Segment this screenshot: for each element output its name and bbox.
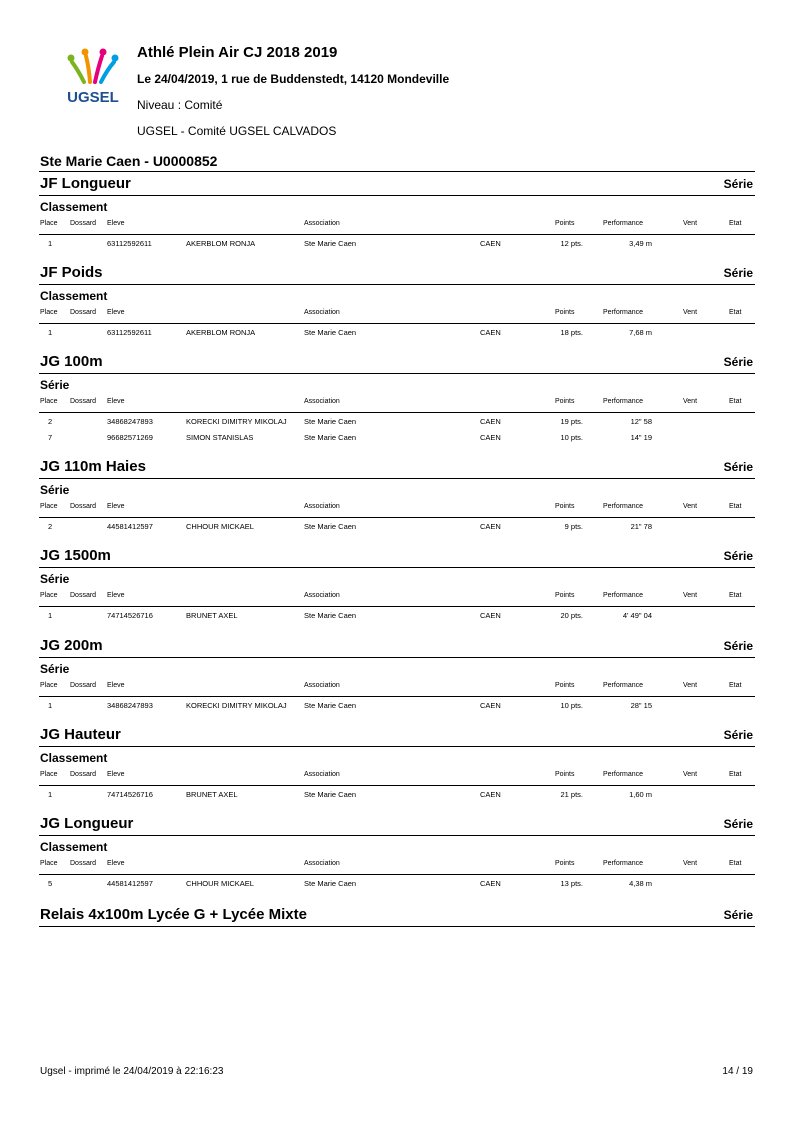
cell-association: Ste Marie Caen bbox=[304, 417, 357, 426]
meeting-date-location: Le 24/04/2019, 1 rue de Buddenstedt, 14120 Mondeville bbox=[137, 72, 450, 86]
col-dossard: Dossard bbox=[70, 503, 97, 510]
meeting-title: Athlé Plein Air CJ 2018 2019 bbox=[137, 44, 338, 61]
col-place: Place bbox=[40, 220, 58, 227]
cell-dossard: 44581412597 bbox=[107, 879, 153, 888]
cell-association: Ste Marie Caen bbox=[304, 611, 357, 620]
cell-performance: 1,60 m bbox=[629, 790, 652, 799]
cell-name: KORECKI DIMITRY MIKOLAJ bbox=[186, 701, 287, 710]
col-association: Association bbox=[304, 860, 340, 867]
cell-performance: 28" 15 bbox=[630, 701, 652, 710]
event-divider bbox=[39, 478, 755, 479]
event-title: JG Hauteur bbox=[40, 726, 121, 743]
cell-points: 19 pts. bbox=[560, 417, 583, 426]
cell-name: AKERBLOM RONJA bbox=[186, 328, 256, 337]
event-mode: Série bbox=[723, 908, 753, 922]
col-etat: Etat bbox=[729, 860, 742, 867]
cell-performance: 14" 19 bbox=[630, 433, 652, 442]
header-divider bbox=[39, 874, 755, 875]
col-etat: Etat bbox=[729, 398, 742, 405]
col-dossard: Dossard bbox=[70, 309, 97, 316]
cell-points: 18 pts. bbox=[560, 328, 583, 337]
cell-place: 1 bbox=[48, 701, 53, 710]
col-points: Points bbox=[555, 503, 575, 510]
meeting-level: Niveau : Comité bbox=[137, 98, 223, 112]
cell-association: Ste Marie Caen bbox=[304, 790, 357, 799]
cell-association: Ste Marie Caen bbox=[304, 701, 357, 710]
col-vent: Vent bbox=[683, 309, 698, 316]
col-dossard: Dossard bbox=[70, 592, 97, 599]
col-points: Points bbox=[555, 860, 575, 867]
col-dossard: Dossard bbox=[70, 220, 97, 227]
results-table bbox=[0, 879, 793, 895]
cell-city: CAEN bbox=[480, 239, 501, 248]
header-divider bbox=[39, 785, 755, 786]
cell-city: CAEN bbox=[480, 328, 501, 337]
col-etat: Etat bbox=[729, 771, 742, 778]
cell-association: Ste Marie Caen bbox=[304, 879, 357, 888]
col-dossard: Dossard bbox=[70, 860, 97, 867]
col-performance: Performance bbox=[603, 771, 644, 778]
cell-dossard: 96682571269 bbox=[107, 433, 153, 442]
event-block bbox=[0, 175, 793, 264]
event-title: JG 110m Haies bbox=[40, 458, 146, 475]
cell-place: 1 bbox=[48, 790, 53, 799]
cell-place: 2 bbox=[48, 522, 53, 531]
col-etat: Etat bbox=[729, 682, 742, 689]
event-divider bbox=[39, 926, 755, 927]
event-mode: Série bbox=[723, 549, 753, 563]
column-headers bbox=[0, 682, 793, 692]
table-row bbox=[0, 239, 793, 255]
event-title: JG 200m bbox=[40, 637, 103, 654]
col-vent: Vent bbox=[683, 220, 698, 227]
results-table bbox=[0, 522, 793, 538]
event-subheading: Classement bbox=[40, 840, 108, 854]
col-place: Place bbox=[40, 503, 58, 510]
event-title: JF Longueur bbox=[40, 175, 131, 192]
col-vent: Vent bbox=[683, 398, 698, 405]
event-subheading: Série bbox=[40, 572, 70, 586]
cell-place: 1 bbox=[48, 611, 53, 620]
cell-points: 13 pts. bbox=[560, 879, 583, 888]
cell-dossard: 63112592611 bbox=[107, 328, 152, 337]
table-row bbox=[0, 522, 793, 538]
event-divider bbox=[39, 835, 755, 836]
results-table bbox=[0, 790, 793, 806]
event-mode: Série bbox=[723, 728, 753, 742]
col-place: Place bbox=[40, 592, 58, 599]
col-performance: Performance bbox=[603, 503, 644, 510]
table-row bbox=[0, 328, 793, 344]
col-eleve: Eleve bbox=[107, 860, 125, 867]
results-table bbox=[0, 701, 793, 717]
col-points: Points bbox=[555, 771, 575, 778]
results-table bbox=[0, 417, 793, 449]
cell-place: 2 bbox=[48, 417, 53, 426]
col-performance: Performance bbox=[603, 592, 644, 599]
event-subheading: Série bbox=[40, 378, 70, 392]
event-block bbox=[0, 637, 793, 726]
cell-name: SIMON STANISLAS bbox=[186, 433, 254, 442]
event-subheading: Série bbox=[40, 483, 70, 497]
event-mode: Série bbox=[723, 639, 753, 653]
col-performance: Performance bbox=[603, 860, 644, 867]
event-subheading: Classement bbox=[40, 751, 108, 765]
cell-points: 10 pts. bbox=[560, 433, 583, 442]
page-number: 14 / 19 bbox=[722, 1066, 753, 1077]
col-eleve: Eleve bbox=[107, 771, 125, 778]
cell-performance: 12" 58 bbox=[630, 417, 652, 426]
cell-points: 21 pts. bbox=[560, 790, 583, 799]
meeting-organisation: UGSEL - Comité UGSEL CALVADOS bbox=[137, 124, 337, 138]
col-eleve: Eleve bbox=[107, 309, 125, 316]
ugsel-logo bbox=[62, 48, 124, 106]
event-block bbox=[0, 353, 793, 442]
cell-points: 20 pts. bbox=[560, 611, 583, 620]
col-vent: Vent bbox=[683, 771, 698, 778]
results-table bbox=[0, 611, 793, 627]
col-eleve: Eleve bbox=[107, 592, 125, 599]
event-title: JG Longueur bbox=[40, 815, 134, 832]
cell-performance: 4' 49" 04 bbox=[622, 611, 652, 620]
cell-city: CAEN bbox=[480, 433, 501, 442]
cell-association: Ste Marie Caen bbox=[304, 433, 357, 442]
col-vent: Vent bbox=[683, 503, 698, 510]
cell-points: 10 pts. bbox=[560, 701, 583, 710]
cell-association: Ste Marie Caen bbox=[304, 328, 357, 337]
header-divider bbox=[39, 234, 755, 235]
event-subheading: Classement bbox=[40, 289, 108, 303]
cell-place: 1 bbox=[48, 239, 53, 248]
event-mode: Série bbox=[723, 177, 753, 191]
col-eleve: Eleve bbox=[107, 220, 125, 227]
event-divider bbox=[39, 284, 755, 285]
cell-dossard: 74714526716 bbox=[107, 611, 153, 620]
cell-name: BRUNET AXEL bbox=[186, 611, 238, 620]
header-divider bbox=[39, 412, 755, 413]
column-headers bbox=[0, 592, 793, 602]
cell-performance: 21" 78 bbox=[630, 522, 652, 531]
column-headers bbox=[0, 309, 793, 319]
event-divider bbox=[39, 567, 755, 568]
cell-performance: 7,68 m bbox=[629, 328, 652, 337]
col-dossard: Dossard bbox=[70, 682, 97, 689]
cell-place: 5 bbox=[48, 879, 53, 888]
col-association: Association bbox=[304, 771, 340, 778]
event-mode: Série bbox=[723, 817, 753, 831]
event-divider bbox=[39, 746, 755, 747]
col-performance: Performance bbox=[603, 309, 644, 316]
column-headers bbox=[0, 860, 793, 870]
table-row bbox=[0, 701, 793, 717]
cell-dossard: 34868247893 bbox=[107, 701, 153, 710]
column-headers bbox=[0, 398, 793, 408]
col-association: Association bbox=[304, 592, 340, 599]
cell-place: 7 bbox=[48, 433, 53, 442]
col-vent: Vent bbox=[683, 682, 698, 689]
col-points: Points bbox=[555, 682, 575, 689]
school-divider bbox=[39, 171, 755, 172]
table-row bbox=[0, 433, 793, 449]
event-divider bbox=[39, 195, 755, 196]
col-dossard: Dossard bbox=[70, 398, 97, 405]
col-etat: Etat bbox=[729, 309, 742, 316]
header-divider bbox=[39, 606, 755, 607]
cell-dossard: 74714526716 bbox=[107, 790, 153, 799]
event-mode: Série bbox=[723, 355, 753, 369]
event-block bbox=[0, 547, 793, 636]
event-block bbox=[0, 264, 793, 353]
cell-city: CAEN bbox=[480, 522, 501, 531]
column-headers bbox=[0, 771, 793, 781]
event-title: JF Poids bbox=[40, 264, 103, 281]
table-row bbox=[0, 879, 793, 895]
col-association: Association bbox=[304, 503, 340, 510]
event-title: JG 100m bbox=[40, 353, 103, 370]
cell-name: KORECKI DIMITRY MIKOLAJ bbox=[186, 417, 287, 426]
results-table bbox=[0, 328, 793, 344]
col-association: Association bbox=[304, 220, 340, 227]
col-points: Points bbox=[555, 592, 575, 599]
col-place: Place bbox=[40, 309, 58, 316]
cell-city: CAEN bbox=[480, 701, 501, 710]
cell-name: AKERBLOM RONJA bbox=[186, 239, 256, 248]
cell-dossard: 34868247893 bbox=[107, 417, 153, 426]
cell-dossard: 63112592611 bbox=[107, 239, 152, 248]
col-etat: Etat bbox=[729, 592, 742, 599]
col-place: Place bbox=[40, 398, 58, 405]
col-place: Place bbox=[40, 860, 58, 867]
col-points: Points bbox=[555, 220, 575, 227]
logo-text: UGSEL bbox=[67, 89, 119, 106]
col-dossard: Dossard bbox=[70, 771, 97, 778]
column-headers bbox=[0, 503, 793, 513]
print-timestamp: Ugsel - imprimé le 24/04/2019 à 22:16:23 bbox=[40, 1066, 224, 1077]
logo-figures-icon bbox=[68, 49, 119, 83]
col-association: Association bbox=[304, 309, 340, 316]
col-place: Place bbox=[40, 771, 58, 778]
cell-city: CAEN bbox=[480, 879, 501, 888]
event-block bbox=[0, 726, 793, 815]
header-divider bbox=[39, 517, 755, 518]
cell-city: CAEN bbox=[480, 611, 501, 620]
col-etat: Etat bbox=[729, 503, 742, 510]
event-relais bbox=[0, 906, 793, 930]
cell-name: CHHOUR MICKAEL bbox=[186, 522, 254, 531]
cell-points: 9 pts. bbox=[564, 522, 583, 531]
event-block bbox=[0, 815, 793, 904]
school-heading: Ste Marie Caen - U0000852 bbox=[40, 153, 218, 169]
header-divider bbox=[39, 323, 755, 324]
col-association: Association bbox=[304, 682, 340, 689]
event-title: JG 1500m bbox=[40, 547, 111, 564]
col-performance: Performance bbox=[603, 220, 644, 227]
cell-points: 12 pts. bbox=[560, 239, 583, 248]
column-headers bbox=[0, 220, 793, 230]
event-divider bbox=[39, 373, 755, 374]
cell-name: BRUNET AXEL bbox=[186, 790, 238, 799]
col-points: Points bbox=[555, 309, 575, 316]
header-divider bbox=[39, 696, 755, 697]
cell-city: CAEN bbox=[480, 417, 501, 426]
col-association: Association bbox=[304, 398, 340, 405]
results-table bbox=[0, 239, 793, 255]
cell-city: CAEN bbox=[480, 790, 501, 799]
table-row bbox=[0, 790, 793, 806]
table-row bbox=[0, 611, 793, 627]
col-place: Place bbox=[40, 682, 58, 689]
col-performance: Performance bbox=[603, 398, 644, 405]
table-row bbox=[0, 417, 793, 433]
col-eleve: Eleve bbox=[107, 682, 125, 689]
event-divider bbox=[39, 657, 755, 658]
cell-name: CHHOUR MICKAEL bbox=[186, 879, 254, 888]
col-eleve: Eleve bbox=[107, 398, 125, 405]
col-etat: Etat bbox=[729, 220, 742, 227]
event-subheading: Série bbox=[40, 662, 70, 676]
col-vent: Vent bbox=[683, 592, 698, 599]
col-vent: Vent bbox=[683, 860, 698, 867]
cell-dossard: 44581412597 bbox=[107, 522, 153, 531]
event-title: Relais 4x100m Lycée G + Lycée Mixte bbox=[40, 906, 307, 923]
cell-association: Ste Marie Caen bbox=[304, 239, 357, 248]
col-performance: Performance bbox=[603, 682, 644, 689]
event-subheading: Classement bbox=[40, 200, 108, 214]
cell-association: Ste Marie Caen bbox=[304, 522, 357, 531]
cell-performance: 3,49 m bbox=[629, 239, 652, 248]
cell-place: 1 bbox=[48, 328, 53, 337]
event-block bbox=[0, 458, 793, 547]
event-mode: Série bbox=[723, 266, 753, 280]
col-eleve: Eleve bbox=[107, 503, 125, 510]
col-points: Points bbox=[555, 398, 575, 405]
event-mode: Série bbox=[723, 460, 753, 474]
cell-performance: 4,38 m bbox=[629, 879, 652, 888]
